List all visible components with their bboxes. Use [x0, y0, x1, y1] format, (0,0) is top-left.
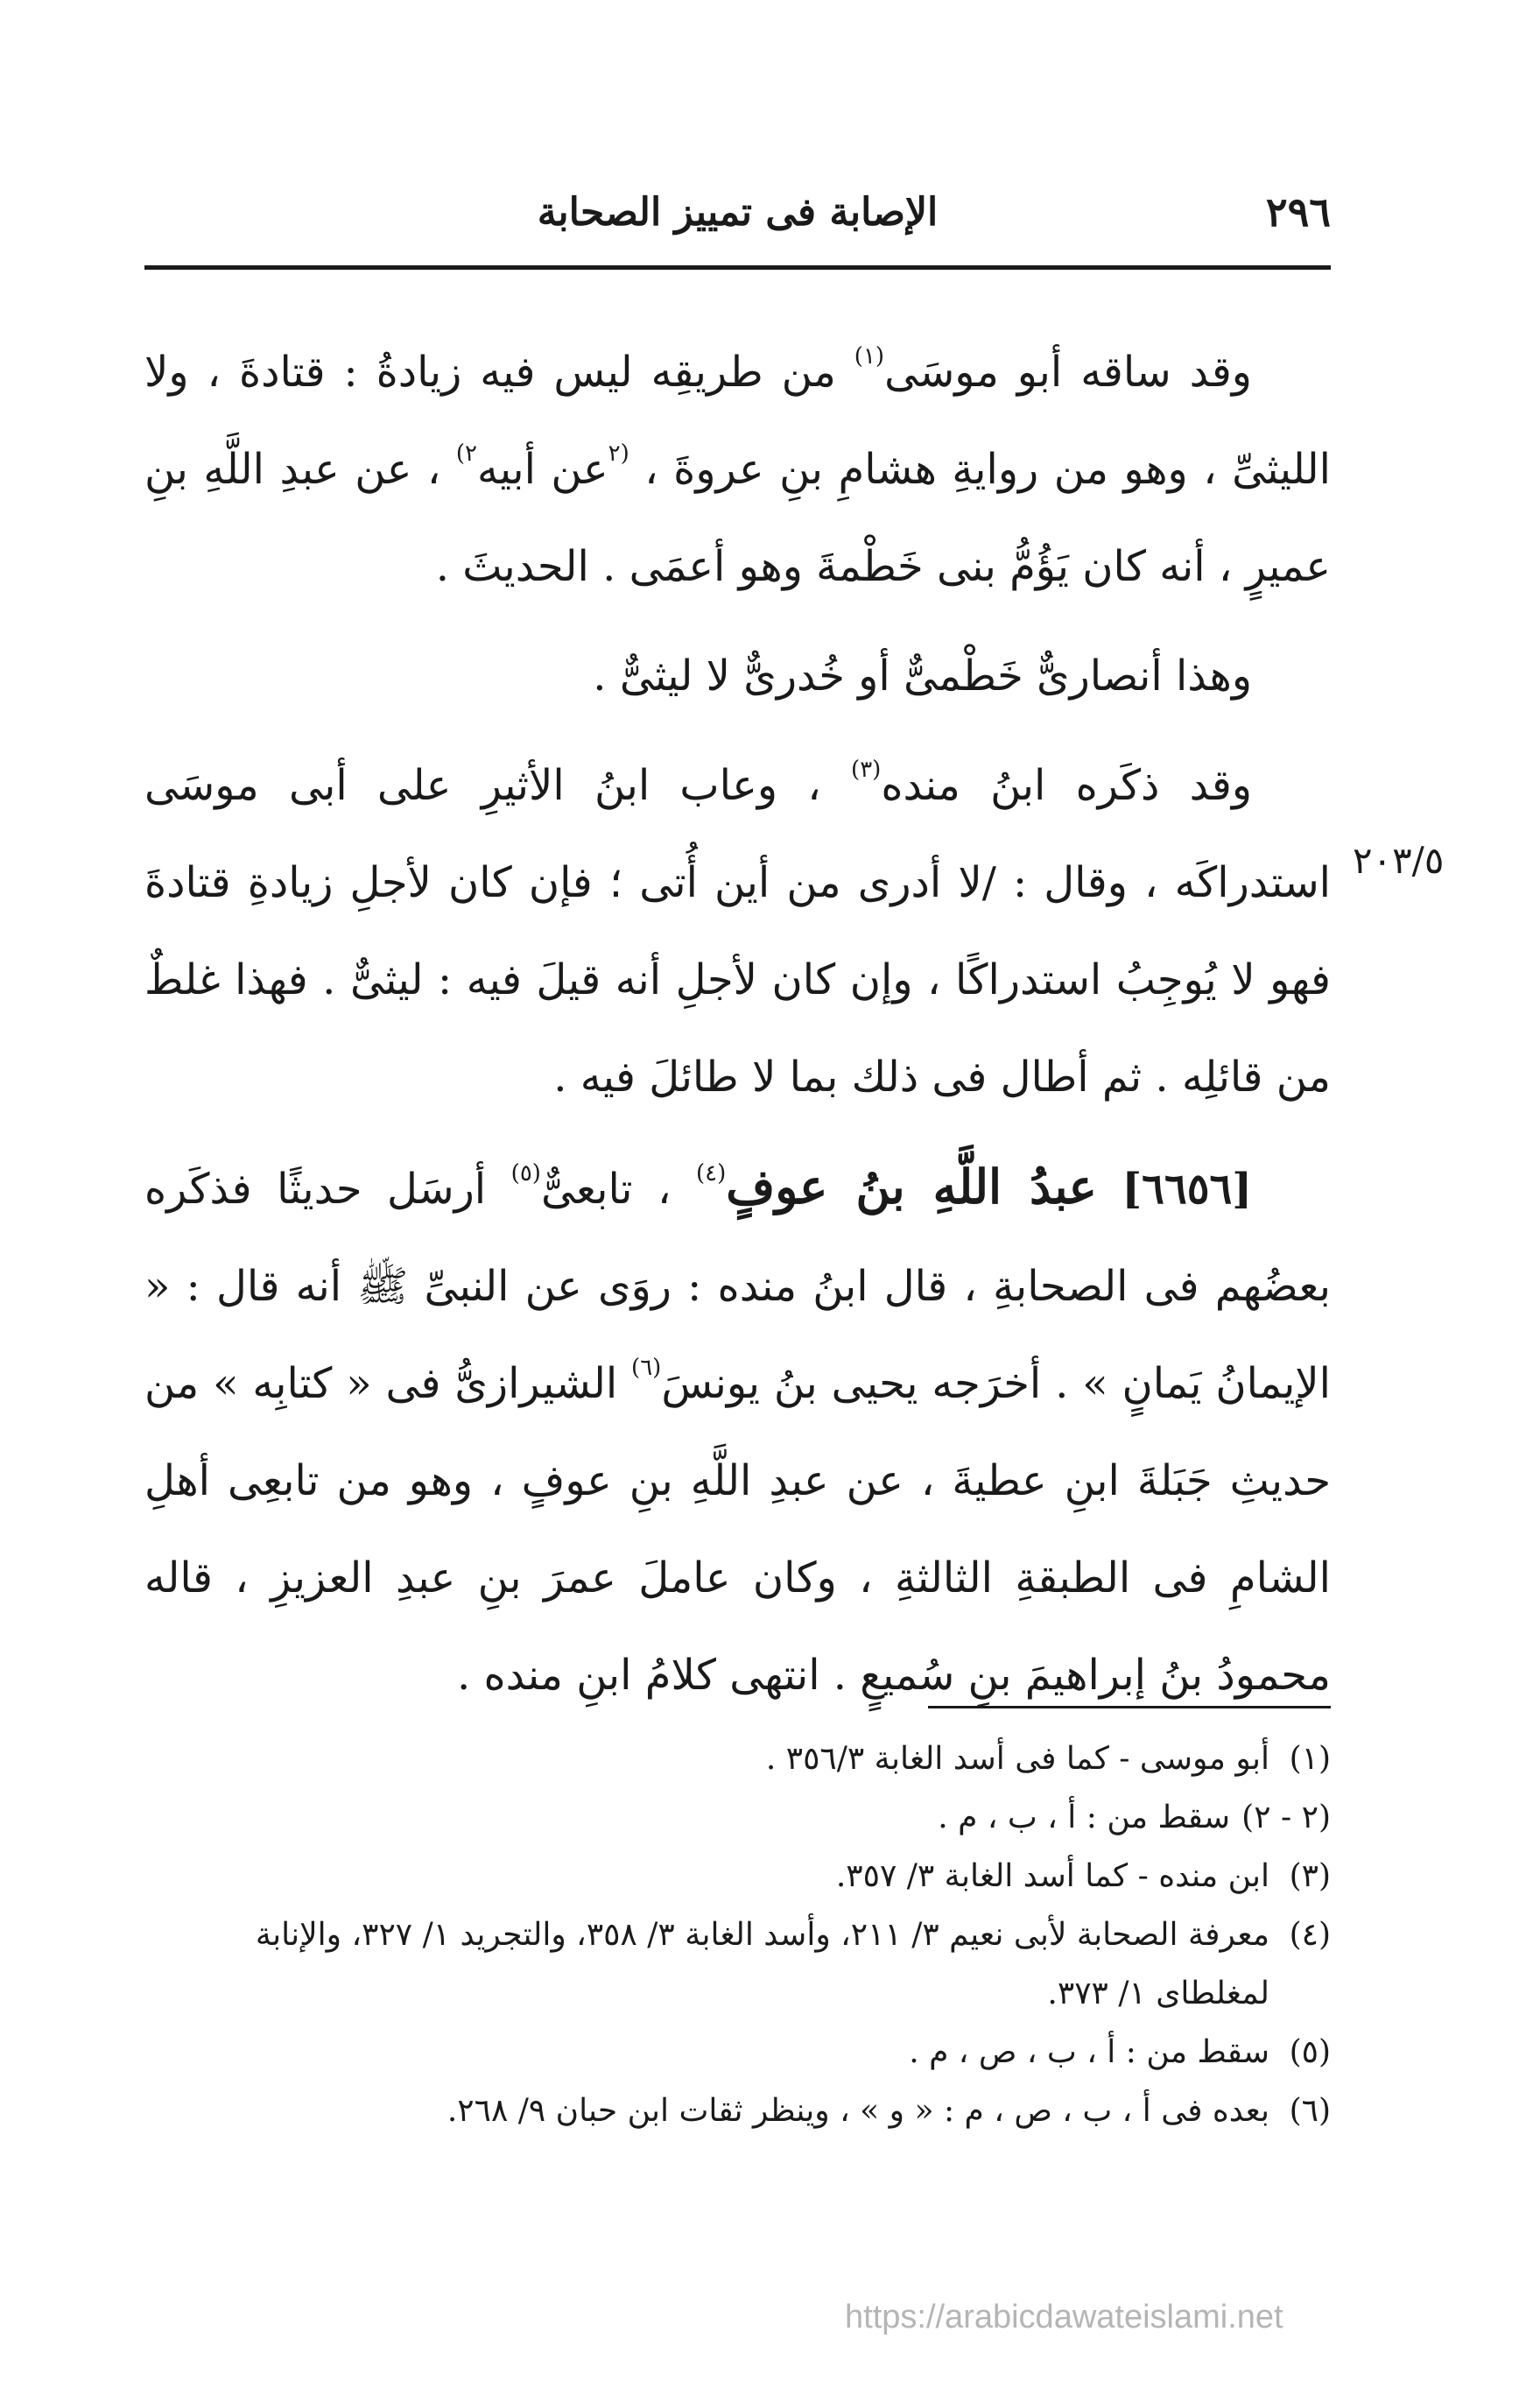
text-run: ، وعاب ابنُ الأثيرِ على أبى موسَى استدراكَه ، وقال : /لا أدرى من أين أُتى ؛ فإن كان لأجلِ زيادةِ قتادةَ فهو لا يُوجِبُ استدراكًا ، وإن كان لأجلِ أنه قيلَ فيه : ليثىٌّ . فهذا غلطٌ من قائلِه . ثم أطال فى ذلك بما لا طائلَ فيه .	[144, 761, 1331, 1102]
page-number: ٢٩٦	[1265, 188, 1331, 236]
footnote-ref: (٥)	[510, 1160, 541, 1187]
text-run: وقد ساقه أبو موسَى	[884, 348, 1252, 397]
entry-name: عبدُ اللَّهِ بنُ عوفٍ	[726, 1159, 1097, 1215]
margin-reference: ٢٠٣/٥	[1353, 839, 1445, 882]
footnote	[144, 1847, 1331, 1906]
text-run: وهذا أنصارىٌّ خَطْمىٌّ أو خُدرىٌّ لا ليثىٌّ .	[593, 652, 1252, 701]
text-run: ، تابعىٌّ	[540, 1165, 697, 1214]
book-title: الإصابة فى تمييز الصحابة	[537, 190, 939, 235]
text-run: الشيرازىُّ فى « كتابِه » من حديثِ جَبَلةَ ابنِ عطيةَ ، عن عبدِ اللَّهِ بنِ عوفٍ ، وهو من تابعِى أهلِ الشامِ فى الطبقةِ الثالثةِ ، وكان عاملَ عمرَ بنِ عبدِ العزيزِ ، قاله محمودُ بنُ إبراهيمَ بنِ سُميعٍ . انتهى كلامُ ابنِ منده .	[144, 1359, 1331, 1700]
footnote-ref: (٤)	[696, 1160, 727, 1187]
footnote-number: (٣)	[1289, 1858, 1331, 1894]
text-run: أرسَل حديثًا فذكَره بعضُهم فى الصحابةِ ، قال ابنُ منده : روَى عن النبىِّ ﷺ أنه قال : « الإيمانُ يَمانٍ » . أخرَجه يحيى بنُ يونسَ	[144, 1165, 1332, 1408]
footnote-text: أبو موسى - كما فى أسد الغابة ٣٥٦/٣ .	[765, 1741, 1269, 1777]
entry-paragraph	[144, 1138, 1331, 1724]
footnote-number: (٢ - ٢)	[1241, 1800, 1331, 1835]
footnote-ref: (٦)	[631, 1355, 662, 1381]
footnote-text: سقط من : أ ، ب ، م .	[938, 1800, 1230, 1835]
footnote	[144, 1906, 1331, 2023]
footnote-number: (٥)	[1289, 2034, 1331, 2070]
footnote	[144, 1788, 1331, 1847]
footnote-ref: (١)	[854, 343, 885, 370]
footnote	[144, 1729, 1331, 1788]
footnote-ref: (٣)	[851, 757, 882, 783]
footnote-ref: ٢)	[455, 440, 478, 467]
entry-number: [٦٦٥٦]	[1122, 1165, 1253, 1214]
text-run: من طريقِه ليس فيه زيادةُ : قتادةَ ، ولا الليثىِّ ، وهو من روايةِ هشامِ بنِ عروةَ ،	[144, 348, 1332, 494]
footnote-number: (١)	[1289, 1741, 1331, 1777]
paragraph-3	[144, 737, 1331, 1126]
text-run: وقد ذكَره ابنُ منده	[881, 761, 1252, 810]
footnote-divider	[928, 1706, 1331, 1708]
footnote	[144, 2023, 1331, 2082]
header-divider	[144, 265, 1331, 270]
text-run: ، عن عبدِ اللَّهِ بنِ عميرٍ ، أنه كان يَؤُمُّ بنى خَطْمةَ وهو أعمَى . الحديثَ .	[144, 445, 1331, 591]
page-header	[144, 188, 1331, 241]
footnote-text: ابن منده - كما أسد الغابة ٣/ ٣٥٧.	[835, 1858, 1269, 1894]
footnote-ref: (٢	[608, 440, 629, 467]
footnote-text: سقط من : أ ، ب ، ص ، م .	[909, 2034, 1269, 2070]
text-run: عن أبيه	[477, 445, 608, 494]
watermark-url: https://arabicdawateislami.net	[845, 2299, 1283, 2335]
footnote-text: معرفة الصحابة لأبى نعيم ٣/ ٢١١، وأسد الغابة ٣/ ٣٥٨، والتجريد ١/ ٣٢٧، والإنابة لمغلطاى ١/ ٣٧٣.	[255, 1917, 1269, 2011]
footnote-number: (٦)	[1289, 2093, 1331, 2129]
footnotes	[144, 1729, 1331, 2140]
footnote-number: (٤)	[1289, 1917, 1331, 1953]
main-text	[144, 324, 1331, 1724]
footnote	[144, 2082, 1331, 2140]
paragraph-2	[144, 628, 1331, 725]
paragraph-1	[144, 324, 1331, 616]
footnote-text: بعده فى أ ، ب ، ص ، م : « و » ، وينظر ثقات ابن حبان ٩/ ٢٦٨.	[447, 2093, 1269, 2129]
